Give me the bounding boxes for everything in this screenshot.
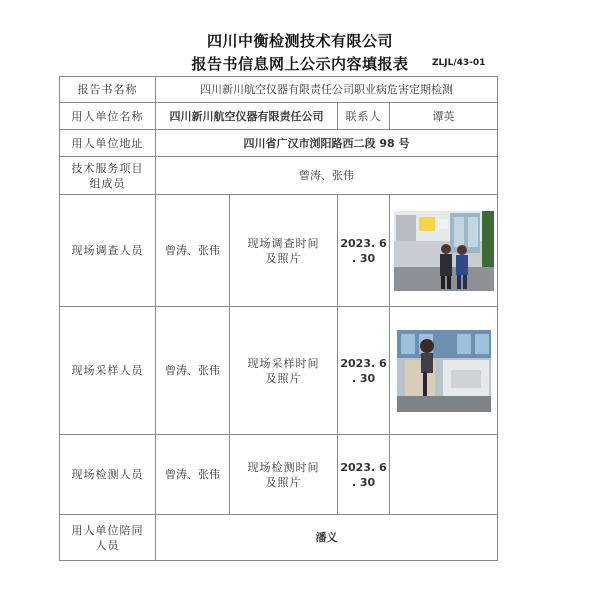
row-survey — [60, 195, 498, 307]
address-label: 用人单位地址 — [60, 130, 156, 157]
survey-time-label-line2: 及照片 — [265, 251, 302, 265]
row-address — [60, 130, 498, 157]
accompany-label-line2: 人员 — [95, 538, 120, 552]
employer-label: 用人单位名称 — [60, 103, 156, 130]
disclosure-form-table — [59, 76, 498, 561]
report-name-value: 四川新川航空仪器有限责任公司职业病危害定期检测 — [156, 77, 498, 103]
testing-date — [338, 435, 390, 515]
row-employer — [60, 103, 498, 130]
row-team — [60, 157, 498, 195]
testing-photo-cell — [390, 435, 498, 515]
survey-photo — [394, 211, 494, 291]
survey-time-label — [230, 195, 338, 307]
survey-time-label-line1: 现场调查时间 — [247, 236, 320, 250]
testing-time-label-line2: 及照片 — [265, 475, 302, 489]
report-name-label: 报告书名称 — [60, 77, 156, 103]
sampling-photo — [397, 330, 491, 412]
accompany-label-line1: 用人单位陪同 — [71, 523, 144, 537]
survey-date-line1: 2023. 6 — [340, 236, 387, 250]
survey-date — [338, 195, 390, 307]
testing-staff-label: 现场检测人员 — [60, 435, 156, 515]
team-label-line2: 组成员 — [89, 176, 126, 190]
form-code: ZLJL/43-01 — [432, 58, 486, 68]
form-title: 报告书信息网上公示内容填报表 — [191, 55, 409, 73]
survey-staff-value: 曾涛、张伟 — [156, 195, 230, 307]
sampling-staff-value: 曾涛、张伟 — [156, 307, 230, 435]
sampling-time-label-line1: 现场采样时间 — [247, 356, 320, 370]
contact-value: 谭英 — [390, 103, 498, 130]
testing-date-line2: . 30 — [351, 475, 376, 489]
team-value: 曾涛、张伟 — [156, 157, 498, 195]
row-accompany — [60, 515, 498, 561]
sampling-time-label-line2: 及照片 — [265, 371, 302, 385]
sampling-staff-label: 现场采样人员 — [60, 307, 156, 435]
company-name: 四川中衡检测技术有限公司 — [206, 32, 393, 50]
address-value: 四川省广汉市浏阳路西二段 98 号 — [156, 130, 498, 157]
testing-date-line1: 2023. 6 — [340, 460, 387, 474]
sampling-time-label — [230, 307, 338, 435]
survey-staff-label: 现场调查人员 — [60, 195, 156, 307]
testing-time-label-line1: 现场检测时间 — [247, 460, 320, 474]
team-label-line1: 技术服务项目 — [71, 161, 144, 175]
accompany-label — [60, 515, 156, 561]
sampling-date-line1: 2023. 6 — [340, 356, 387, 370]
testing-staff-value: 曾涛、张伟 — [156, 435, 230, 515]
sampling-date-line2: . 30 — [351, 371, 376, 385]
testing-time-label — [230, 435, 338, 515]
contact-label: 联系人 — [338, 103, 390, 130]
accompany-value: 潘义 — [156, 515, 498, 561]
team-label — [60, 157, 156, 195]
survey-date-line2: . 30 — [351, 251, 376, 265]
row-report-name — [60, 77, 498, 103]
survey-photo-cell — [390, 195, 498, 307]
employer-value: 四川新川航空仪器有限责任公司 — [156, 103, 338, 130]
sampling-photo-cell — [390, 307, 498, 435]
row-sampling — [60, 307, 498, 435]
row-testing — [60, 435, 498, 515]
sampling-date — [338, 307, 390, 435]
